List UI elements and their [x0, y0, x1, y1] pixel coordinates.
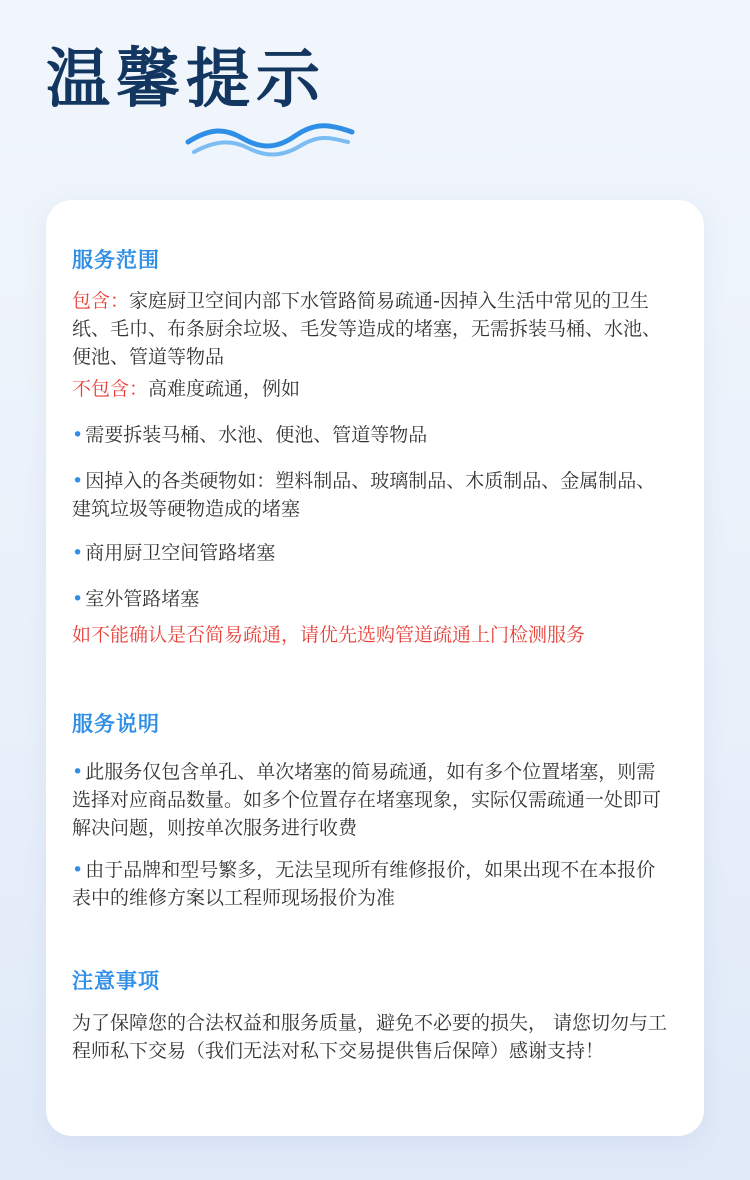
list-item: • 需要拆装马桶、水池、便池、管道等物品: [72, 424, 428, 446]
scope-include: [72, 287, 672, 371]
list-item: • 商用厨卫空间管路堵塞: [72, 542, 276, 564]
exclude-text: 高难度疏通，例如: [148, 378, 301, 400]
notice-heading: 注意事项: [72, 969, 160, 993]
bullet-dot-icon: •: [72, 588, 84, 610]
bullet-dot-icon: •: [72, 859, 84, 881]
description-heading: 服务说明: [72, 712, 160, 736]
page-title: 温馨提示: [46, 43, 326, 117]
list-item: • 室外管路堵塞: [72, 588, 200, 610]
list-item: • 此服务仅包含单孔、单次堵塞的简易疏通，如有多个位置堵塞，则需选择对应商品数量。如多个位置存在堵塞现象，实际仅需疏通一处即可解决问题，则按单次服务进行收费: [72, 761, 662, 839]
bullet-dot-icon: •: [72, 424, 84, 446]
bullet-dot-icon: •: [72, 542, 84, 564]
wave-decoration: [180, 108, 360, 158]
list-item: • 由于品牌和型号繁多，无法呈现所有维修报价，如果出现不在本报价表中的维修方案以工程师现场报价为准: [72, 859, 656, 909]
scope-exclude: [72, 375, 672, 403]
include-label: 包含：: [72, 290, 130, 312]
include-text: 家庭厨卫空间内部下水管路简易疏通-因掉入生活中常见的卫生纸、毛巾、布条厨余垃圾、毛发等造成的堵塞，无需拆装马桶、水池、便池、管道等物品: [72, 290, 662, 368]
scope-warning: 如不能确认是否简易疏通，请优先选购管道疏通上门检测服务: [72, 624, 586, 646]
scope-heading: 服务范围: [72, 248, 160, 272]
exclude-label: 不包含：: [72, 378, 149, 400]
bullet-dot-icon: •: [72, 470, 84, 492]
notice-text: 为了保障您的合法权益和服务质量，避免不必要的损失， 请您切勿与工程师私下交易（我们无法对私下交易提供售后保障）感谢支持！: [72, 1012, 668, 1062]
bullet-dot-icon: •: [72, 761, 84, 783]
list-item: • 因掉入的各类硬物如：塑料制品、玻璃制品、木质制品、金属制品、建筑垃圾等硬物造成的堵塞: [72, 470, 656, 520]
